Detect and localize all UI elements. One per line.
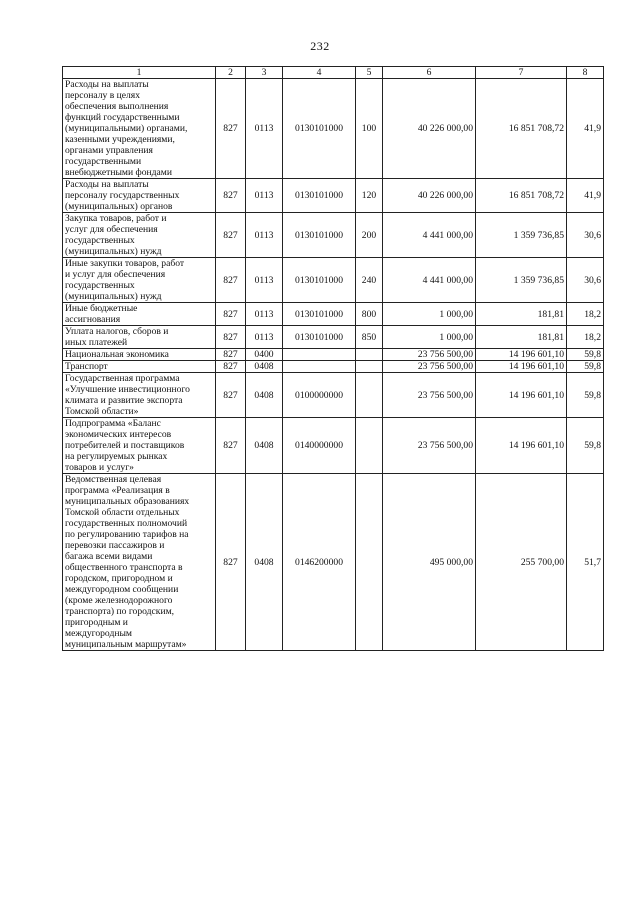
table-row	[63, 326, 604, 349]
target-article-cell: 0100000000	[283, 373, 356, 418]
expense-type-cell: 240	[356, 258, 383, 303]
table-row	[63, 258, 604, 303]
item-name-line: Расходы на выплаты	[65, 179, 149, 190]
section-cell: 0113	[246, 326, 283, 349]
item-name-cell	[63, 373, 216, 418]
item-name-line: и услуг для обеспечения	[65, 269, 166, 280]
item-name-line: багажа всеми видами	[65, 551, 153, 562]
section-cell: 0113	[246, 258, 283, 303]
section-cell: 0113	[246, 179, 283, 213]
table-row	[63, 79, 604, 179]
item-name-line: Государственная программа	[65, 373, 180, 384]
percent-cell: 41,9	[567, 179, 604, 213]
item-name-line: (муниципальных) нужд	[65, 246, 162, 257]
table-row	[63, 373, 604, 418]
expense-type-cell	[356, 349, 383, 361]
expense-type-cell: 100	[356, 79, 383, 179]
target-article-cell: 0130101000	[283, 303, 356, 326]
grbs-cell: 827	[216, 303, 246, 326]
item-name-line: Ведомственная целевая	[65, 474, 162, 485]
item-name-line: государственных	[65, 280, 135, 291]
percent-cell: 41,9	[567, 79, 604, 179]
expense-type-cell: 120	[356, 179, 383, 213]
item-name-line: внебюджетными фондами	[65, 167, 172, 178]
section-cell: 0113	[246, 303, 283, 326]
item-name-line: Национальная экономика	[65, 349, 169, 360]
section-cell: 0400	[246, 349, 283, 361]
page-number: 232	[310, 39, 330, 53]
item-name-line: междугородном сообщении	[65, 584, 179, 595]
expense-type-cell: 800	[356, 303, 383, 326]
item-name-line: персоналу государственных	[65, 190, 180, 201]
item-name-line: Закупка товаров, работ и	[65, 213, 167, 224]
target-article-cell: 0130101000	[283, 179, 356, 213]
grbs-cell: 827	[216, 474, 246, 651]
actual-amount-cell: 14 196 601,10	[476, 418, 567, 474]
plan-amount-cell: 40 226 000,00	[383, 79, 476, 179]
grbs-cell: 827	[216, 179, 246, 213]
header-cell: 8	[567, 67, 604, 79]
item-name-line: государственными	[65, 156, 142, 167]
item-name-line: Уплата налогов, сборов и	[65, 326, 169, 337]
item-name-cell	[63, 361, 216, 373]
section-cell: 0113	[246, 213, 283, 258]
plan-amount-cell: 4 441 000,00	[383, 258, 476, 303]
table-row	[63, 361, 604, 373]
item-name-line: муниципальным маршрутам»	[65, 639, 187, 650]
item-name-cell	[63, 303, 216, 326]
actual-amount-cell: 16 851 708,72	[476, 79, 567, 179]
header-cell: 4	[283, 67, 356, 79]
grbs-cell: 827	[216, 361, 246, 373]
item-name-line: органами управления	[65, 145, 153, 156]
item-name-line: Расходы на выплаты	[65, 79, 149, 90]
table-row	[63, 418, 604, 474]
actual-amount-cell: 255 700,00	[476, 474, 567, 651]
target-article-cell: 0130101000	[283, 79, 356, 179]
actual-amount-cell: 14 196 601,10	[476, 373, 567, 418]
item-name-cell	[63, 349, 216, 361]
item-name-line: обеспечения выполнения	[65, 101, 169, 112]
percent-cell: 18,2	[567, 326, 604, 349]
item-name-line: (муниципальных) нужд	[65, 291, 162, 302]
actual-amount-cell: 181,81	[476, 326, 567, 349]
item-name-line: Подпрограмма «Баланс	[65, 418, 161, 429]
actual-amount-cell: 14 196 601,10	[476, 349, 567, 361]
section-cell: 0408	[246, 474, 283, 651]
grbs-cell: 827	[216, 258, 246, 303]
item-name-line: общественного транспорта в	[65, 562, 183, 573]
target-article-cell	[283, 361, 356, 373]
header-cell: 1	[63, 67, 216, 79]
item-name-line: на регулируемых рынках	[65, 451, 168, 462]
expense-type-cell: 850	[356, 326, 383, 349]
expense-type-cell	[356, 373, 383, 418]
item-name-line: функций государственными	[65, 112, 180, 123]
item-name-line: программа «Реализация в	[65, 485, 170, 496]
target-article-cell: 0130101000	[283, 258, 356, 303]
percent-cell: 59,8	[567, 373, 604, 418]
item-name-line: товаров и услуг»	[65, 462, 134, 473]
header-cell: 2	[216, 67, 246, 79]
percent-cell: 59,8	[567, 418, 604, 474]
item-name-line: ассигнования	[65, 314, 121, 325]
item-name-cell	[63, 418, 216, 474]
target-article-cell: 0140000000	[283, 418, 356, 474]
plan-amount-cell: 495 000,00	[383, 474, 476, 651]
target-article-cell: 0130101000	[283, 326, 356, 349]
item-name-cell	[63, 213, 216, 258]
item-name-line: городском, пригородном и	[65, 573, 173, 584]
table-row	[63, 303, 604, 326]
item-name-line: государственных	[65, 235, 135, 246]
item-name-line: Иные закупки товаров, работ	[65, 258, 185, 269]
plan-amount-cell: 4 441 000,00	[383, 213, 476, 258]
item-name-line: Транспорт	[65, 361, 108, 372]
grbs-cell: 827	[216, 79, 246, 179]
item-name-line: (кроме железнодорожного	[65, 595, 173, 606]
item-name-cell	[63, 79, 216, 179]
item-name-line: потребителей и поставщиков	[65, 440, 185, 451]
expense-type-cell	[356, 361, 383, 373]
actual-amount-cell: 14 196 601,10	[476, 361, 567, 373]
expense-type-cell	[356, 418, 383, 474]
item-name-line: муниципальных образованиях	[65, 496, 190, 507]
item-name-line: климата и развитие экспорта	[65, 395, 183, 406]
percent-cell: 51,7	[567, 474, 604, 651]
section-cell: 0408	[246, 418, 283, 474]
plan-amount-cell: 1 000,00	[383, 303, 476, 326]
plan-amount-cell: 23 756 500,00	[383, 349, 476, 361]
actual-amount-cell: 181,81	[476, 303, 567, 326]
plan-amount-cell: 40 226 000,00	[383, 179, 476, 213]
item-name-line: экономических интересов	[65, 429, 172, 440]
item-name-cell	[63, 258, 216, 303]
plan-amount-cell: 23 756 500,00	[383, 418, 476, 474]
item-name-line: Томской области»	[65, 406, 139, 417]
plan-amount-cell: 23 756 500,00	[383, 373, 476, 418]
grbs-cell: 827	[216, 326, 246, 349]
grbs-cell: 827	[216, 418, 246, 474]
expense-type-cell: 200	[356, 213, 383, 258]
table-row	[63, 349, 604, 361]
header-cell: 3	[246, 67, 283, 79]
header-cell: 5	[356, 67, 383, 79]
grbs-cell: 827	[216, 349, 246, 361]
item-name-line: транспорта) по городским,	[65, 606, 175, 617]
target-article-cell: 0146200000	[283, 474, 356, 651]
item-name-line: услуг для обеспечения	[65, 224, 158, 235]
target-article-cell: 0130101000	[283, 213, 356, 258]
actual-amount-cell: 1 359 736,85	[476, 258, 567, 303]
item-name-line: персоналу в целях	[65, 90, 141, 101]
item-name-line: государственных полномочий	[65, 518, 188, 529]
section-cell: 0113	[246, 79, 283, 179]
header-row	[63, 67, 604, 79]
percent-cell: 59,8	[567, 349, 604, 361]
item-name-cell	[63, 326, 216, 349]
item-name-line: «Улучшение инвестиционного	[65, 384, 190, 395]
section-cell: 0408	[246, 373, 283, 418]
header-cell: 6	[383, 67, 476, 79]
percent-cell: 30,6	[567, 213, 604, 258]
plan-amount-cell: 1 000,00	[383, 326, 476, 349]
section-cell: 0408	[246, 361, 283, 373]
item-name-line: Иные бюджетные	[65, 303, 138, 314]
percent-cell: 30,6	[567, 258, 604, 303]
item-name-line: (муниципальными) органами,	[65, 123, 188, 134]
plan-amount-cell: 23 756 500,00	[383, 361, 476, 373]
item-name-cell	[63, 474, 216, 651]
table-row	[63, 179, 604, 213]
header-cell: 7	[476, 67, 567, 79]
item-name-line: казенными учреждениями,	[65, 134, 175, 145]
item-name-line: Томской области отдельных	[65, 507, 180, 518]
grbs-cell: 827	[216, 213, 246, 258]
percent-cell: 18,2	[567, 303, 604, 326]
percent-cell: 59,8	[567, 361, 604, 373]
item-name-line: перевозки пассажиров и	[65, 540, 165, 551]
item-name-line: иных платежей	[65, 337, 128, 348]
budget-table	[62, 66, 604, 651]
item-name-line: (муниципальных) органов	[65, 201, 173, 212]
table-row	[63, 213, 604, 258]
expense-type-cell	[356, 474, 383, 651]
grbs-cell: 827	[216, 373, 246, 418]
item-name-line: по регулированию тарифов на	[65, 529, 189, 540]
table-row	[63, 474, 604, 651]
actual-amount-cell: 1 359 736,85	[476, 213, 567, 258]
target-article-cell	[283, 349, 356, 361]
item-name-cell	[63, 179, 216, 213]
item-name-line: пригородным и	[65, 617, 128, 628]
item-name-line: междугородным	[65, 628, 132, 639]
actual-amount-cell: 16 851 708,72	[476, 179, 567, 213]
